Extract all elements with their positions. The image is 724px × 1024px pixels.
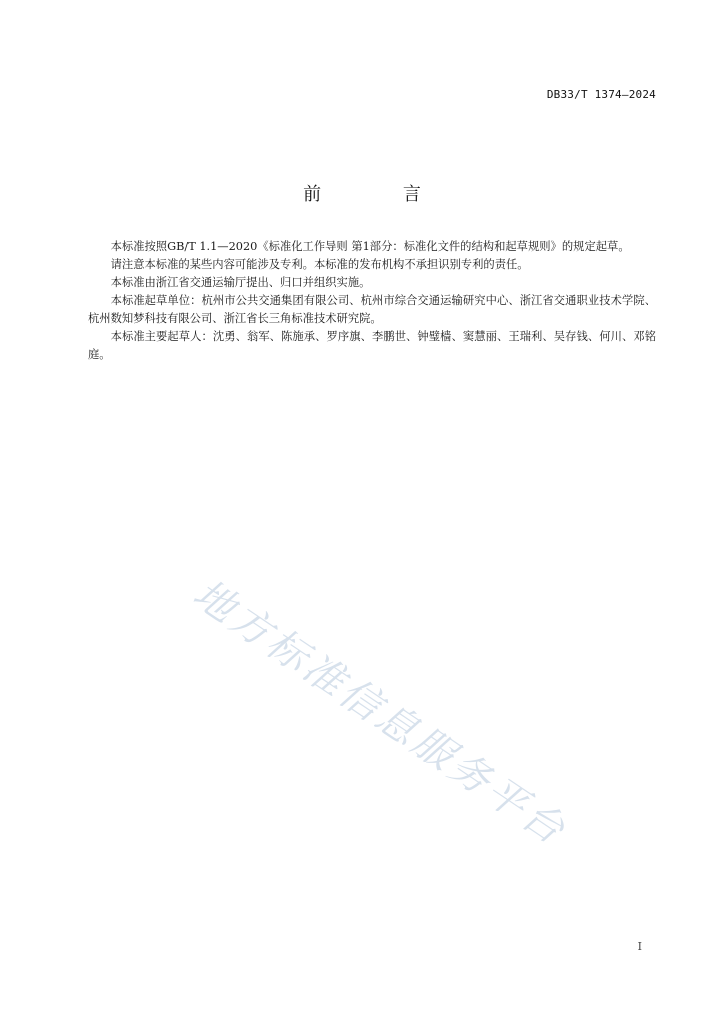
- paragraph-proposer: 本标准由浙江省交通运输厅提出、归口并组织实施。: [110, 276, 371, 289]
- watermark: 地方标准信息服务平台: [184, 570, 576, 855]
- paragraph-drafting-units: 本标准起草单位：杭州市公共交通集团有限公司、杭州市综合交通运输研究中心、浙江省交通职业技术学院、杭州数知梦科技有限公司、浙江省长三角标准技术研究院。: [88, 294, 656, 325]
- paragraph-drafters: 本标准主要起草人：沈勇、翁军、陈施承、罗序旗、李鹏世、钟璧樯、窦慧丽、王瑞利、吴存钱、何川、邓铭庭。: [88, 330, 656, 361]
- section-title: 前 言: [303, 184, 459, 205]
- foreword-body: [88, 238, 656, 364]
- standard-code: DB33/T 1374—2024: [546, 88, 656, 101]
- paragraph-drafting-rules: 本标准按照GB/T 1.1—2020《标准化工作导则 第1部分：标准化文件的结构和起草规则》的规定起草。: [110, 240, 630, 253]
- page-number: I: [637, 940, 642, 953]
- paragraph-patent-notice: 请注意本标准的某些内容可能涉及专利。本标准的发布机构不承担识别专利的责任。: [110, 258, 529, 271]
